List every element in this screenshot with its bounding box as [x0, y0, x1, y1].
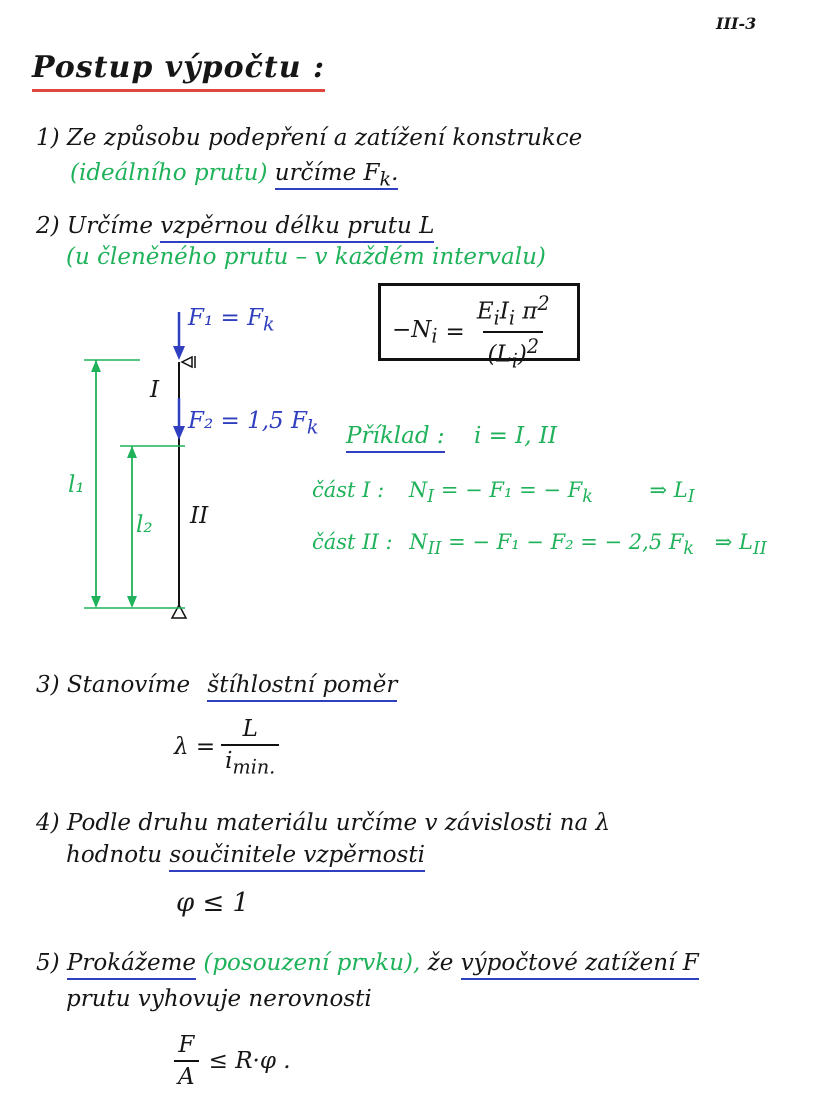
row1-rhs	[440, 478, 593, 508]
step-1-paren: (ideálního prutu)	[70, 160, 268, 186]
step-1-text	[36, 125, 582, 151]
den-l: (L	[487, 341, 512, 368]
step-2-line2: (u členěného prutu – v každém intervalu)	[66, 244, 546, 270]
step-4-line2	[66, 842, 425, 868]
row2-arrow-sub: II	[752, 539, 767, 560]
step-2-line1	[36, 213, 434, 239]
example-heading-label: Příklad :	[346, 423, 445, 453]
formula-numerator	[473, 292, 554, 331]
column-diagram	[60, 300, 300, 630]
formula-lhs	[392, 317, 438, 348]
stress-numerator: F	[178, 1032, 195, 1058]
stress-fraction	[174, 1032, 199, 1090]
step-1-number: 1)	[36, 125, 60, 151]
stress-denominator: A	[174, 1060, 199, 1090]
row1-arrow	[649, 478, 695, 508]
row2-rhs-sub: k	[683, 539, 695, 560]
slenderness-denominator	[221, 744, 279, 779]
den-l-sub: i	[511, 349, 518, 373]
step-3-line1	[36, 672, 397, 698]
slenderness-formula	[174, 716, 279, 779]
example-heading-tail: i = I, II	[473, 423, 558, 449]
f2-arrow-head-icon	[173, 426, 185, 440]
example-row-2	[312, 530, 767, 559]
critical-force-formula	[392, 292, 554, 373]
step-4-number: 4)	[36, 810, 60, 836]
den-close: )	[517, 341, 527, 368]
row1-arrow-text: ⇒ L	[649, 478, 688, 502]
step-2-key-term: vzpěrnou délku prutu L	[160, 213, 434, 243]
step-5-key-term: výpočtové zatížení F	[461, 950, 699, 980]
f1-label-text: F₁ = F	[188, 305, 264, 331]
f2-label-sub: k	[306, 415, 319, 439]
row1-arrow-sub: I	[687, 487, 695, 508]
stress-check-formula	[174, 1032, 291, 1090]
num-e-sub: i	[493, 306, 500, 330]
l2-arrow-bottom-icon	[127, 596, 137, 608]
row2-arrow	[714, 530, 767, 560]
formula-denominator	[483, 331, 543, 372]
part-1-label: I	[150, 377, 160, 403]
step-1-line2	[70, 160, 398, 191]
step-2-verb: Určíme	[66, 213, 153, 239]
part-2-label: II	[190, 503, 209, 529]
l2-arrow-top-icon	[127, 446, 137, 458]
formula-lhs-sub: i	[431, 324, 438, 348]
step-4-line1	[36, 810, 610, 836]
step-4-key-term: součinitele vzpěrnosti	[169, 842, 425, 872]
row2-label: část II :	[312, 530, 393, 554]
step-5-number: 5)	[36, 950, 60, 976]
f1-label-sub: k	[263, 312, 275, 336]
formula-equals: =	[445, 319, 465, 346]
step-3-key-term: štíhlostní poměr	[207, 672, 397, 702]
row1-rhs-text: = − F₁ = − F	[440, 478, 583, 502]
step-2-number: 2)	[36, 213, 60, 239]
step-3-number: 3)	[36, 672, 60, 698]
slenderness-den-sub: min.	[232, 755, 276, 779]
buckling-coefficient-formula: φ ≤ 1	[176, 888, 250, 918]
step-1-result-text: určíme F	[274, 160, 380, 186]
row2-n-sub: II	[427, 539, 442, 560]
step-5-line1	[36, 950, 699, 976]
f1-arrow-head-icon	[173, 346, 185, 360]
step-5-paren: (posouzení prvku),	[203, 950, 421, 976]
page-number: III-3	[716, 14, 757, 33]
top-support-icon	[182, 357, 192, 367]
example-row-1	[312, 478, 695, 507]
step-1-result-dot: .	[391, 160, 399, 186]
slenderness-den-i: i	[225, 748, 233, 774]
l1-label: l₁	[68, 472, 85, 498]
bottom-support-icon	[172, 605, 186, 618]
row2-n: N	[409, 530, 428, 554]
l2-label: l₂	[136, 512, 153, 538]
num-pi: π	[515, 298, 538, 325]
row1-eq	[408, 478, 435, 508]
row2-eq	[409, 530, 442, 560]
step-5-conj: že	[427, 950, 454, 976]
num-i-sub: i	[508, 306, 515, 330]
l1-arrow-bottom-icon	[91, 596, 101, 608]
formula-fraction	[473, 292, 554, 373]
num-e: E	[476, 298, 494, 325]
row1-n-sub: I	[427, 487, 435, 508]
row2-rhs-text: = − F₁ − F₂ = − 2,5 F	[448, 530, 684, 554]
row2-rhs	[448, 530, 695, 560]
formula-lhs-text: −N	[392, 316, 432, 343]
num-pi-sup: 2	[537, 292, 550, 315]
stress-rhs: ≤ R·φ .	[208, 1048, 291, 1074]
row1-label: část I :	[312, 478, 385, 502]
slenderness-numerator: L	[242, 716, 258, 742]
row1-n: N	[408, 478, 428, 502]
row2-arrow-text: ⇒ L	[714, 530, 753, 554]
example-heading	[346, 423, 557, 449]
step-5-verb: Prokážeme	[67, 950, 196, 980]
l1-arrow-top-icon	[91, 360, 101, 372]
step-1-result	[275, 160, 399, 190]
page-title: Postup výpočtu :	[32, 50, 325, 92]
step-3-verb: Stanovíme	[66, 672, 191, 698]
f1-label	[188, 305, 275, 336]
step-5-line2: prutu vyhovuje nerovnosti	[66, 986, 372, 1012]
step-1-line1: Ze způsobu podepření a zatížení konstrukce	[66, 125, 583, 151]
slenderness-fraction	[221, 716, 279, 779]
den-sup: 2	[526, 335, 540, 359]
num-i: I	[499, 298, 509, 325]
row1-rhs-sub: k	[582, 487, 593, 508]
step-4-word: hodnotu	[66, 842, 163, 868]
step-1-result-sub: k	[379, 167, 392, 191]
f2-label-text: F₂ = 1,5 F	[188, 408, 307, 434]
step-4-text: Podle druhu materiálu určíme v závislosti na λ	[66, 810, 611, 836]
slenderness-lhs: λ =	[174, 734, 216, 761]
f2-label	[188, 408, 319, 439]
